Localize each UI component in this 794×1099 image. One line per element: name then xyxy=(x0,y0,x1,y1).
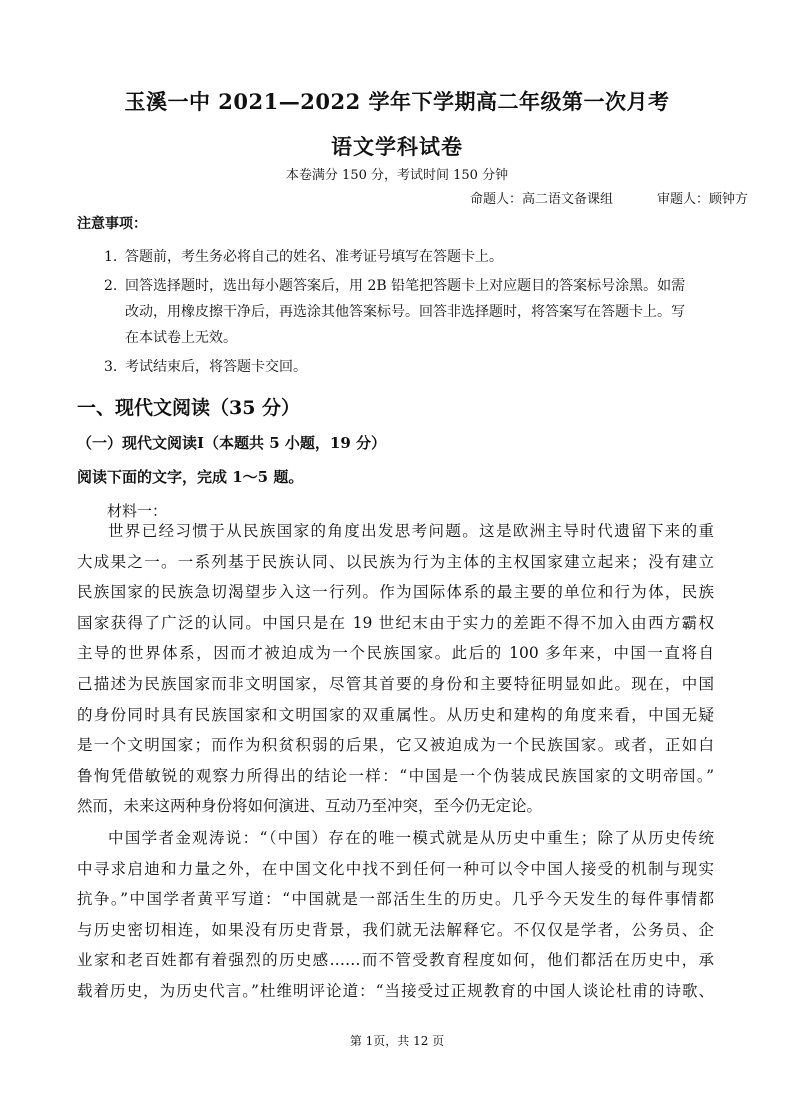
passage-line: 己描述为民族国家而非文明国家，尽管其首要的身份和主要特征明显如此。现在，中国 xyxy=(77,674,714,693)
passage-line: 中国学者金观涛说：“（中国）存在的唯一模式就是从历史中重生；除了从历史传统 xyxy=(108,829,714,847)
passage-line: 鲁恂凭借敏锐的观察力所得出的结论一样：“中国是一个伪装成民族国家的文明帝国。” xyxy=(77,766,714,785)
note-text: 答题前，考生务必将自己的姓名、准考证号填写在答题卡上。 xyxy=(125,249,503,265)
section-heading: 一、现代文阅读（35 分） xyxy=(77,397,301,419)
note-item xyxy=(104,354,724,380)
passage-paragraph-1 xyxy=(77,516,714,822)
author: 命题人：高二语文备课组 xyxy=(469,192,613,207)
subsection-heading: （一）现代文阅读Ⅰ（本题共 5 小题，19 分） xyxy=(77,434,386,452)
note-item xyxy=(104,244,724,270)
passage-line: 中寻求启迪和力量之外，在中国文化中找不到任何一种可以令中国人接受的机制与现实 xyxy=(77,859,714,878)
passage-line: 主导的世界体系，因而才被迫成为一个民族国家。此后的 100 多年来，中国一直将自 xyxy=(77,644,714,663)
passage-line: 国家获得了广泛的认同。中国只是在 19 世纪末由于实力的差距不得不加入由西方霸权 xyxy=(77,613,714,632)
passage-line: 载着历史，为历史代言。”杜维明评论道：“当接受过正规教育的中国人谈论杜甫的诗歌、 xyxy=(77,981,714,1000)
exam-title: 玉溪一中 2021—2022 学年下学期高二年级第一次月考 xyxy=(124,89,670,114)
passage-line: 抗争。”中国学者黄平写道：“中国就是一部活生生的历史。几乎今天发生的每件事情都 xyxy=(77,890,714,909)
exam-subtitle: 语文学科试卷 xyxy=(331,134,463,159)
author-line xyxy=(470,188,748,207)
reading-instruction: 阅读下面的文字，完成 1～5 题。 xyxy=(77,468,304,486)
passage-paragraph-2 xyxy=(77,823,714,1007)
material-label: 材料一： xyxy=(107,502,168,520)
score-time-info: 本卷满分 150 分，考试时间 150 分钟 xyxy=(285,168,509,183)
passage-line: 大成果之一。一系列基于民族认同、以民族为行为主体的主权国家建立起来；没有建立 xyxy=(77,552,714,571)
note-text: 回答选择题时，选出每小题答案后，用 2B 铅笔把答题卡上对应题目的答案标号涂黑。如需 改动，用橡皮擦干净后，再选涂其他答案标号。回答非选择题时，将答案写在答题卡上。写 在本试卷上无效。 xyxy=(125,278,686,346)
notes-heading: 注意事项： xyxy=(77,216,147,232)
note-text: 考试结束后，将答题卡交回。 xyxy=(125,359,307,375)
passage-line: 的身份同时具有民族国家和文明国家的双重属性。从历史和建构的角度来看，中国无疑 xyxy=(77,705,714,724)
passage-line: 与历史密切相连，如果没有历史背景，我们就无法解释它。不仅仅是学者，公务员、企 xyxy=(77,920,714,939)
notes-list xyxy=(104,244,724,383)
note-number: 2. xyxy=(104,278,118,294)
reviewer: 审题人：顾钟方 xyxy=(656,192,748,207)
note-number: 3. xyxy=(104,359,118,375)
page-footer: 第 1页，共 12 页 xyxy=(349,1034,445,1048)
note-number: 1. xyxy=(104,249,118,265)
passage-line: 民族国家的民族急切渴望步入这一行列。作为国际体系的最主要的单位和行为体，民族 xyxy=(77,583,714,602)
passage-line: 业家和老百姓都有着强烈的历史感……而不管受教育程度如何，他们都活在历史中，承 xyxy=(77,951,714,970)
passage-line: 世界已经习惯于从民族国家的角度出发思考问题。这是欧洲主导时代遗留下来的重 xyxy=(108,522,714,540)
note-item xyxy=(104,273,724,351)
passage-line: 是一个文明国家；而作为积贫积弱的后果，它又被迫成为一个民族国家。或者，正如白 xyxy=(77,736,714,755)
passage-line: 然而，未来这两种身份将如何演进、互动乃至冲突，至今仍无定论。 xyxy=(77,797,543,816)
